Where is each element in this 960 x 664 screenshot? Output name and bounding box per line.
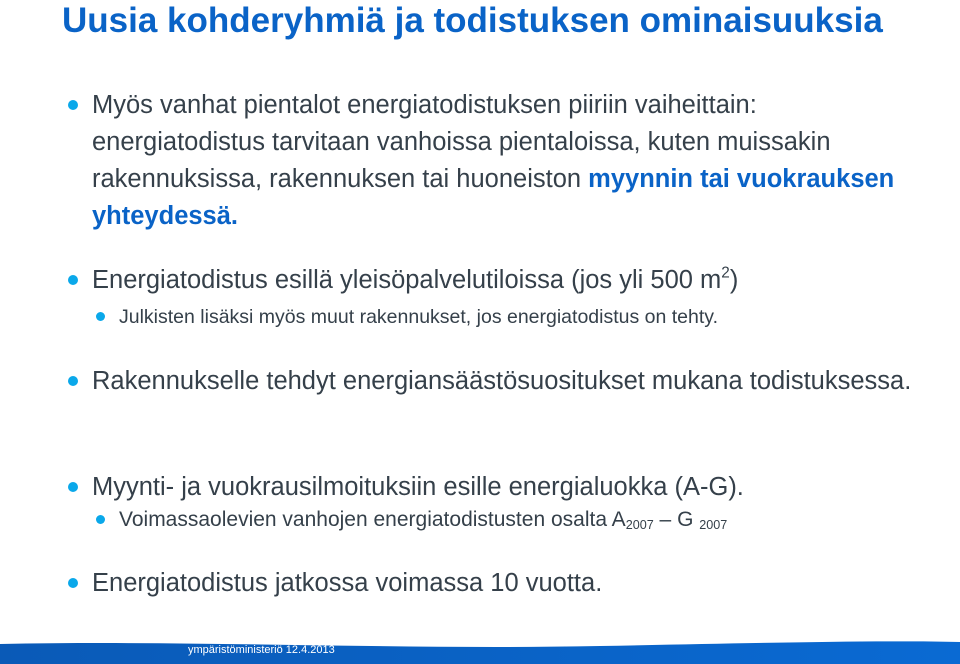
bullet-text: Energiatodistus jatkossa voimassa 10 vuotta. <box>92 569 603 597</box>
bullet-item-public-display <box>92 262 922 299</box>
bullet-text-mid: – G <box>653 508 700 531</box>
bullet-dot-icon <box>68 482 78 492</box>
footer-text: ympäristöministeriö 12.4.2013 <box>188 644 335 656</box>
bullet-dot-icon <box>68 376 78 386</box>
footer-wave-decoration <box>0 640 960 664</box>
bullet-dot-icon <box>68 100 78 110</box>
bullet-item-recommendations <box>92 363 922 400</box>
sub-bullet-dot-icon <box>96 312 105 321</box>
bullet-text: Myynti- ja vuokrausilmoituksiin esille energialuokka (A-G). <box>92 473 744 501</box>
sub-bullet-item-other-buildings <box>119 304 919 330</box>
bullet-text: Julkisten lisäksi myös muut rakennukset, jos energiatodistus on tehty. <box>119 306 719 328</box>
sub-bullet-dot-icon <box>96 515 105 524</box>
bullet-emphasis: myynnin tai vuokrauksen yhteydessä. <box>92 165 895 230</box>
bullet-dot-icon <box>68 578 78 588</box>
bullet-text: Myös vanhat pientalot energiatodistuksen piiriin vaiheittain: energiatodistus tarvitaan vanhoissa pientaloissa, kuten muissakin rakennuksissa, rakennuksen tai huoneiston <box>92 91 831 193</box>
bullet-text-end: ) <box>729 266 739 294</box>
bullet-item-old-houses <box>92 87 922 235</box>
bullet-dot-icon <box>68 275 78 285</box>
bullet-item-energy-class <box>92 469 922 506</box>
sub-bullet-item-old-certificates <box>119 507 919 533</box>
bullet-text: Rakennukselle tehdyt energiansäästösuositukset mukana todistuksessa. <box>92 367 912 395</box>
bullet-text: Energiatodistus esillä yleisöpalvelutiloissa (jos yli 500 m <box>92 266 722 294</box>
slide-title: Uusia kohderyhmiä ja todistuksen ominaisuuksia <box>62 1 883 40</box>
footer-bar <box>0 640 960 664</box>
subscript: 2007 <box>699 518 728 533</box>
subscript: 2007 <box>625 518 654 533</box>
bullet-text: Voimassaolevien vanhojen energiatodistusten osalta A <box>119 508 626 531</box>
bullet-item-validity <box>92 565 922 602</box>
superscript: 2 <box>721 264 730 282</box>
